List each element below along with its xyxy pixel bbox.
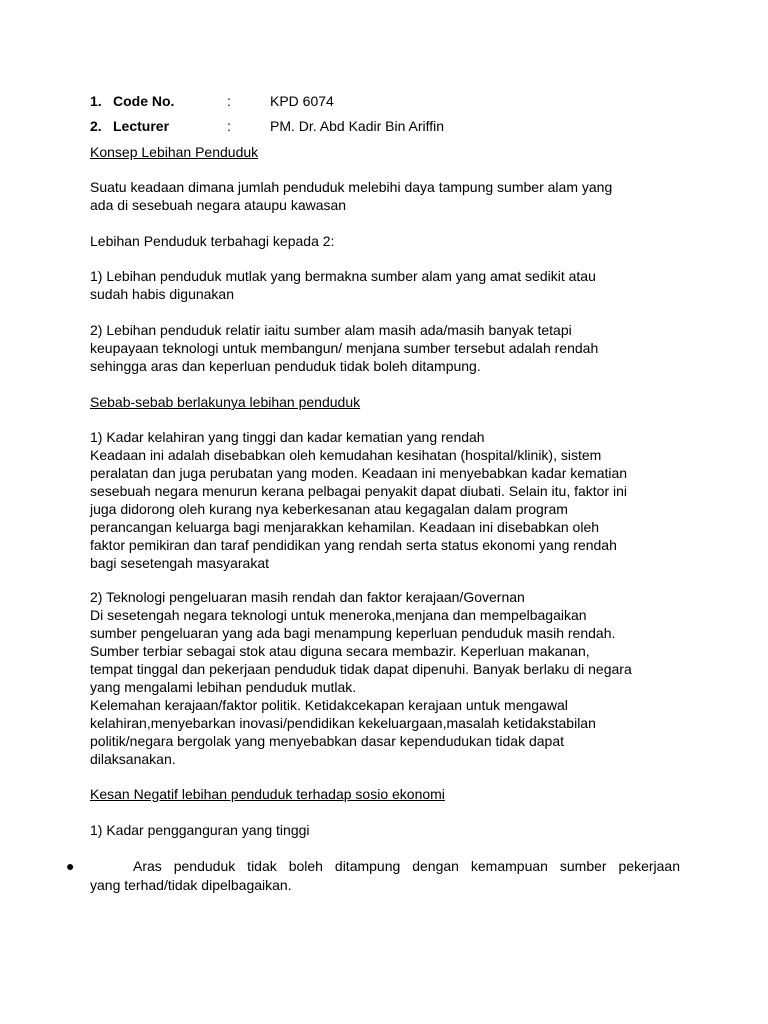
paragraph-line: sumber pengeluaran yang ada bagi menampung keperluan penduduk masih rendah. <box>90 625 616 641</box>
paragraph-line: politik/negara bergolak yang menyebabkan dasar kependudukan tidak dapat <box>90 733 565 749</box>
intro-line: Lebihan Penduduk terbahagi kepada 2: <box>90 233 335 249</box>
paragraph-line: Di sesetengah negara teknologi untuk meneroka,menjana dan mempelbagaikan <box>90 607 587 623</box>
paragraph-line: 1) Lebihan penduduk mutlak yang bermakna sumber alam yang amat sedikit atau <box>90 268 596 284</box>
header-item-2-number: 2. <box>90 118 102 134</box>
paragraph-line: sehingga aras dan keperluan penduduk tidak boleh ditampung. <box>90 358 481 374</box>
bullet-line-1: Aras penduduk tidak boleh ditampung dengan kemampuan sumber pekerjaan <box>133 858 680 874</box>
paragraph-line: keupayaan teknologi untuk membangun/ menjana sumber tersebut adalah rendah <box>90 340 599 356</box>
paragraph-line: sesebuah negara menurun kerana pelbagai penyakit dapat diubati. Selain itu, faktor ini <box>90 483 628 499</box>
paragraph-line: 2) Teknologi pengeluaran masih rendah dan faktor kerajaan/Governan <box>90 589 525 605</box>
paragraph-line: 2) Lebihan penduduk relatir iaitu sumber alam masih ada/masih banyak tetapi <box>90 322 572 338</box>
paragraph-line: faktor pemikiran dan taraf pendidikan yang rendah serta status ekonomi yang rendah <box>90 537 617 553</box>
header-item-1-separator: : <box>227 93 231 109</box>
bullet-line-2: yang terhad/tidak dipelbagaikan. <box>90 877 292 893</box>
header-item-1-value: KPD 6074 <box>270 93 334 109</box>
header-item-2-separator: : <box>227 118 231 134</box>
paragraph-line: kelahiran,menyebarkan inovasi/pendidikan kekeluargaan,masalah ketidakstabilan <box>90 715 596 731</box>
header-item-1-key: Code No. <box>113 93 175 109</box>
paragraph-line: bagi sesetengah masyarakat <box>90 555 269 571</box>
paragraph-line: yang mengalami lebihan penduduk mutlak. <box>90 679 357 695</box>
paragraph-line: Keadaan ini adalah disebabkan oleh kemudahan kesihatan (hospital/klinik), sistem <box>90 447 602 463</box>
type-1-paragraph <box>90 267 680 303</box>
definition-line: ada di sesebuah negara ataupu kawasan <box>90 197 347 213</box>
paragraph-line: dilaksanakan. <box>90 751 176 767</box>
paragraph-line: Kelemahan kerajaan/faktor politik. Ketidakcekapan kerajaan untuk mengawal <box>90 697 568 713</box>
paragraph-line: sudah habis digunakan <box>90 286 235 302</box>
definition-line: Suatu keadaan dimana jumlah penduduk melebihi daya tampung sumber alam yang <box>90 179 613 195</box>
section-heading-konsep: Konsep Lebihan Penduduk <box>90 144 259 160</box>
paragraph-line: Sumber terbiar sebagai stok atau diguna secara membazir. Keperluan makanan, <box>90 643 590 659</box>
cause-1-paragraph <box>90 428 680 572</box>
paragraph-line: perancangan keluarga bagi menjarakkan kehamilan. Keadaan ini disebabkan oleh <box>90 519 600 535</box>
cause-2-paragraph <box>90 588 680 768</box>
definition-paragraph <box>90 178 680 214</box>
section-heading-kesan: Kesan Negatif lebihan penduduk terhadap sosio ekonomi <box>90 786 445 802</box>
paragraph-line: tempat tinggal dan pekerjaan penduduk tidak dapat dipenuhi. Banyak berlaku di negara <box>90 661 632 677</box>
header-item-2-value: PM. Dr. Abd Kadir Bin Ariffin <box>270 118 445 134</box>
paragraph-line: juga didorong oleh kurang nya keberkesanan atau kegagalan dalam program <box>90 501 568 517</box>
header-item-2-key: Lecturer <box>113 118 170 134</box>
paragraph-line: 1) Kadar kelahiran yang tinggi dan kadar kematian yang rendah <box>90 429 485 445</box>
effect-1-line: 1) Kadar pengganguran yang tinggi <box>90 822 310 838</box>
header-item-1-number: 1. <box>90 93 102 109</box>
type-2-paragraph <box>90 321 680 375</box>
bullet-icon: ● <box>66 858 75 874</box>
section-heading-sebab: Sebab-sebab berlakunya lebihan penduduk <box>90 394 361 410</box>
paragraph-line: peralatan dan juga perubatan yang moden. Keadaan ini menyebabkan kadar kematian <box>90 465 628 481</box>
